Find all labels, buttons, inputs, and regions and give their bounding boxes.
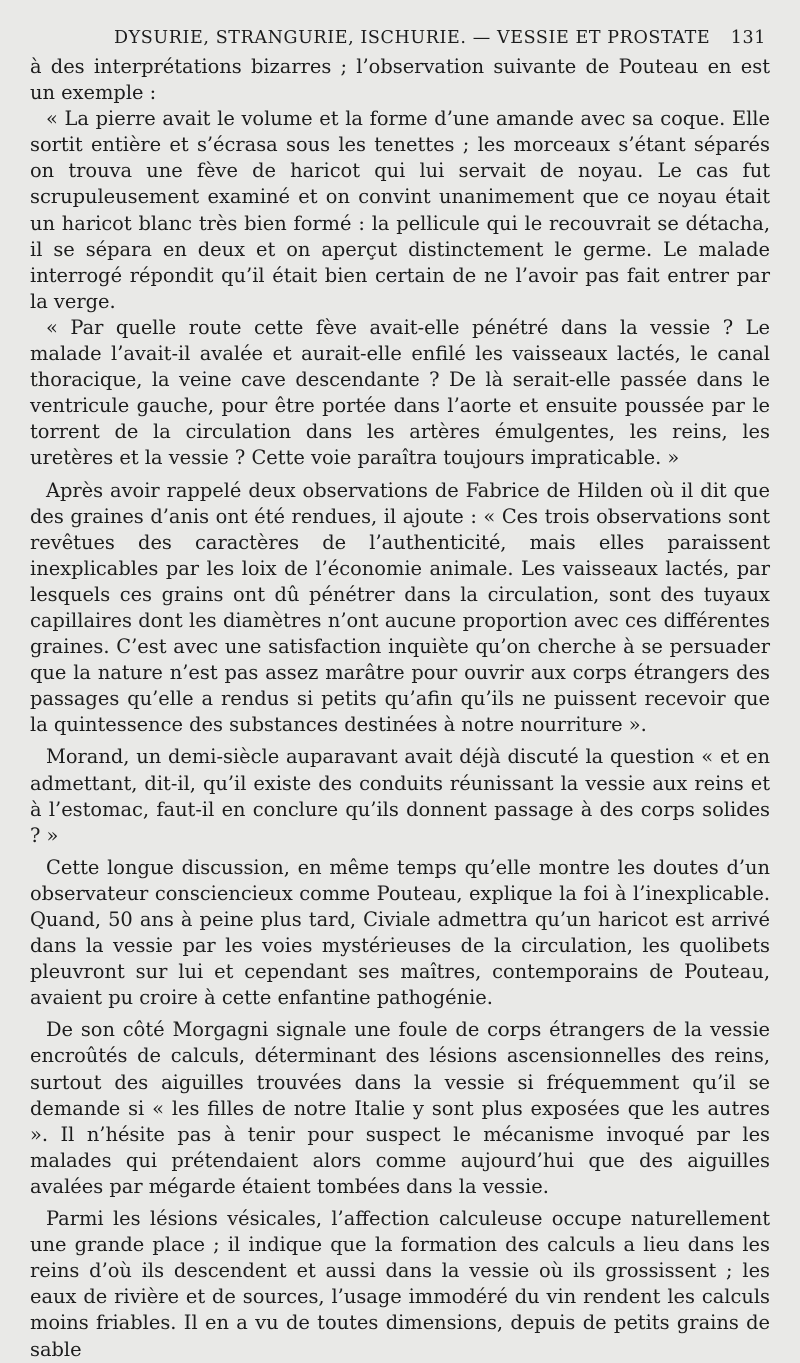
page-number: 131 [730,28,766,48]
paragraph-continuation: à des interprétations bizarres ; l’observation suivante de Pouteau en est un exemple : [30,55,770,105]
paragraph-morgagni: De son côté Morgagni signale une foule de corps étrangers de la vessie encroûtés de calculs, déterminant des lésions ascensionnelles des reins, surtout des aiguilles trouvées dans la vessie si fréquemment qu’il se demande si « les filles de notre Italie y sont plus exposées que les autres ». Il n’hésite pas à tenir pour suspect le mécanisme invoqué par les malades qui prétendaient alors comme aujourd’hui que des aiguilles avalées par mégarde étaient tombées dans la vessie. [30,1018,770,1198]
running-head: DYSURIE, STRANGURIE, ISCHURIE. — VESSIE ET PROSTATE [114,28,711,48]
paragraph-lesions-vesicales: Parmi les lésions vésicales, l’affection calculeuse occupe naturellement une grande place ; il indique que la formation des calculs a lieu dans les reins d’où ils descendent et aussi dans la vessie où ils grossissent ; les eaux de rivière et de sources, l’usage immodéré du vin rendent les calculs moins friables. Il en a vu de toutes dimensions, depuis de petits grains de sable [30,1207,770,1361]
paragraph-discussion: Cette longue discussion, en même temps qu’elle montre les doutes d’un observateur consciencieux comme Pouteau, explique la foi à l’inexplicable. Quand, 50 ans à peine plus tard, Civiale admettra qu’un haricot est arrivé dans la vessie par les voies mystérieuses de la circulation, les quolibets pleuvront sur lui et cependant ses maîtres, contemporains de Pouteau, avaient pu croire à cette enfantine pathogénie. [30,855,770,1010]
body-text [30,54,770,1363]
paragraph-quote-route: « Par quelle route cette fève avait-elle pénétré dans la vessie ? Le malade l’avait-il avalée et aurait-elle enfilé les vaisseaux lactés, le canal thoracique, la veine cave descendante ? De là serait-elle passée dans le ventricule gauche, pour être portée dans l’aorte et ensuite poussée par le torrent de la circulation dans les artères émulgentes, les reins, les uretères et la vessie ? Cette voie paraîtra toujours impraticable. » [30,315,770,470]
page-header [30,26,770,54]
paragraph-quote-pouteau: « La pierre avait le volume et la forme d’une amande avec sa coque. Elle sortit entière et s’écrasa sous les tenettes ; les morceaux s’étant séparés on trouva une fève de haricot qui lui servait de noyau. Le cas fut scrupuleusement examiné et on convint unanimement que ce noyau était un haricot blanc très bien formé : la pellicule qui le recouvrait se détacha, il se sépara en deux et on aperçut distinctement le germe. Le malade interrogé répondit qu’il était bien certain de ne l’avoir pas fait entrer par la verge. [30,107,770,313]
paragraph-fabrice-de-hilden: Après avoir rappelé deux observations de Fabrice de Hilden où il dit que des graines d’anis ont été rendues, il ajoute : « Ces trois observations sont revêtues des caractères de l’authenticité, mais elles paraissent inexplicables par les loix de l’économie animale. Les vaisseaux lactés, par lesquels ces grains ont dû pénétrer dans la circulation, sont des tuyaux capillaires dont les diamètres n’ont aucune proportion avec ces différentes graines. C’est avec une satisfaction inquiète qu’on cherche à se persuader que la nature n’est pas assez marâtre pour ouvrir aux corps étrangers des passages qu’elle a rendus si petits qu’afin qu’ils ne puissent recevoir que la quintessence des substances destinées à notre nourriture ». [30,478,770,737]
paragraph-morand: Morand, un demi-siècle auparavant avait déjà discuté la question « et en admettant, dit-il, qu’il existe des conduits réunissant la vessie aux reins et à l’estomac, faut-il en conclure qu’ils donnent passage à des corps solides ? » [30,745,770,847]
